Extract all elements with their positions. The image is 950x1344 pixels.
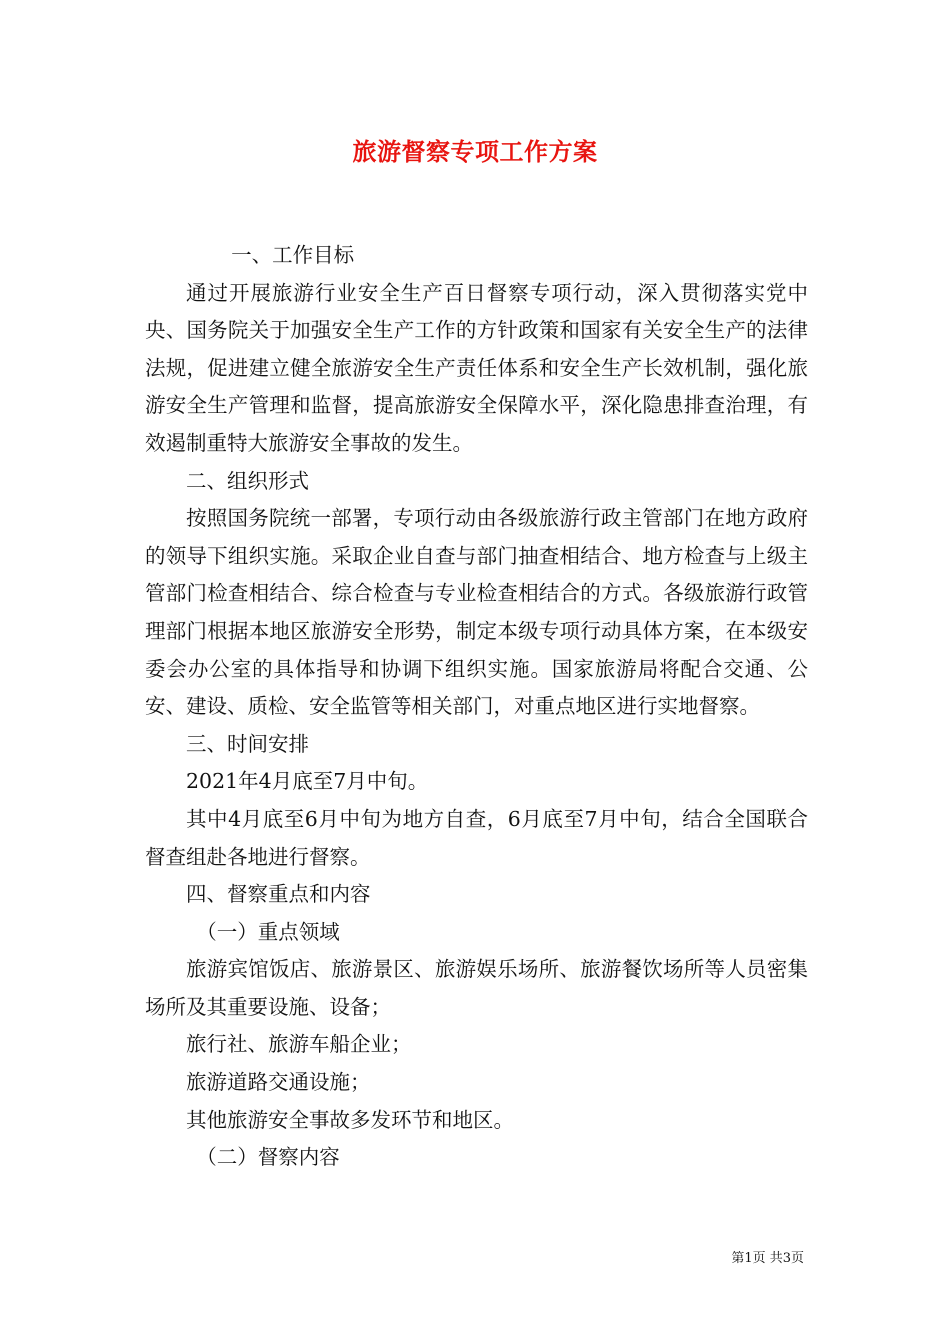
section-heading-goals: 一、工作目标 <box>231 243 355 267</box>
paragraph-schedule-detail: 其中4月底至6月中旬为地方自查，6月底至7月中旬，结合全国联合督查组赴各地进行督察。 <box>145 806 808 869</box>
section-heading-focus: 四、督察重点和内容 <box>186 882 371 907</box>
paragraph-schedule-dates: 2021年4月底至7月中旬。 <box>186 769 429 794</box>
list-item-other: 其他旅游安全事故多发环节和地区。 <box>186 1107 514 1132</box>
document-body <box>145 237 808 1177</box>
list-item-roads: 旅游道路交通设施； <box>186 1070 371 1095</box>
subsection-heading-key-areas: （一）重点领域 <box>196 919 340 944</box>
document-title: 旅游督察专项工作方案 <box>352 137 598 166</box>
paragraph-goals: 通过开展旅游行业安全生产百日督察专项行动，深入贯彻落实党中央、国务院关于加强安全生产工作的方针政策和国家有关安全生产的法律法规，促进建立健全旅游安全生产责任体系和安全生产长效机制，强化旅游安全生产管理和监督，提高旅游安全保障水平，深化隐患排查治理，有效遏制重特大旅游安全事故的发生。 <box>145 280 808 455</box>
page-number: 第1页 共3页 <box>731 1251 804 1266</box>
section-heading-schedule: 三、时间安排 <box>186 731 309 756</box>
paragraph-organization: 按照国务院统一部署，专项行动由各级旅游行政主管部门在地方政府的领导下组织实施。采取企业自查与部门抽查相结合、地方检查与上级主管部门检查相结合、综合检查与专业检查相结合的方式。各级旅游行政管理部门根据本地区旅游安全形势，制定本级专项行动具体方案，在本级安委会办公室的具体指导和协调下组织实施。国家旅游局将配合交通、公安、建设、质检、安全监管等相关部门，对重点地区进行实地督察。 <box>145 506 808 719</box>
list-item-agencies: 旅行社、旅游车船企业； <box>186 1032 412 1057</box>
list-item-venues: 旅游宾馆饭店、旅游景区、旅游娱乐场所、旅游餐饮场所等人员密集场所及其重要设施、设备； <box>145 957 808 1019</box>
subsection-heading-inspection-content: （二）督察内容 <box>196 1145 340 1170</box>
section-heading-organization: 二、组织形式 <box>186 468 309 493</box>
